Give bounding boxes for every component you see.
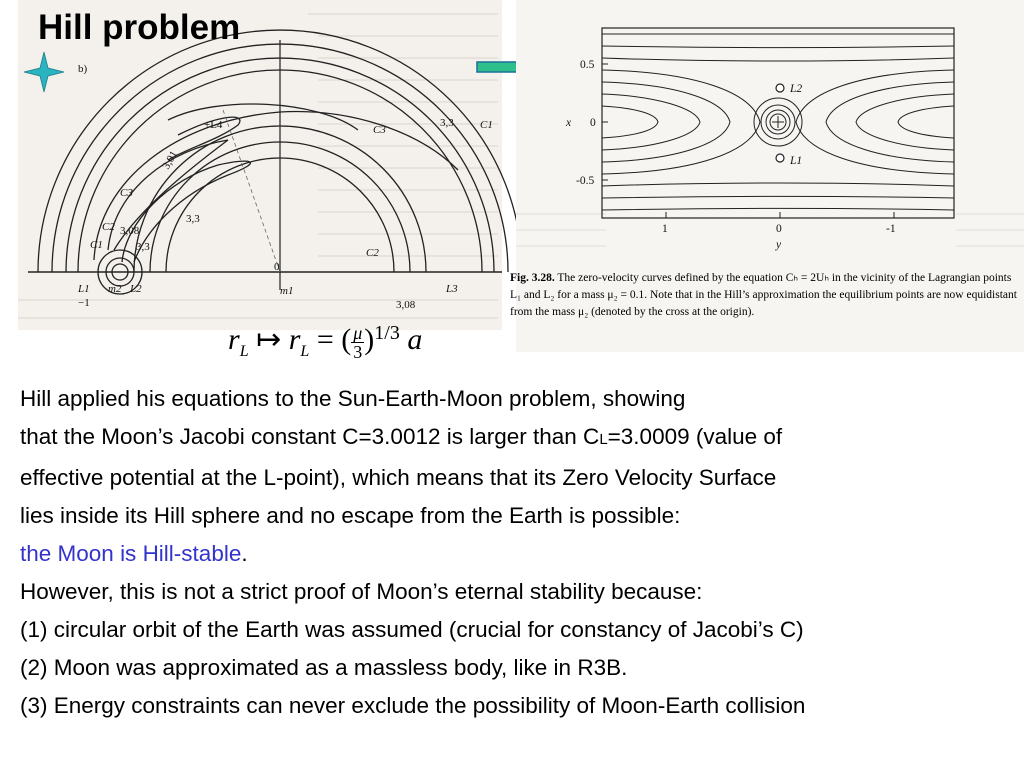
body-line-5-end: . (241, 541, 248, 566)
formula-factor: a (407, 323, 423, 356)
body-line-6: However, this is not a strict proof of Moon’s eternal stability because: (20, 579, 703, 604)
formula-lhs-sub: L (239, 343, 249, 360)
label-3-08-b: 3,08 (396, 299, 416, 311)
body-line-8: (2) Moon was approximated as a massless body, like in R3B. (20, 655, 628, 680)
l2-point-marker (776, 84, 784, 92)
body-line-3: effective potential at the L-point), which means that its Zero Velocity Surface (20, 465, 777, 490)
body-text (20, 380, 1020, 725)
label-3-3-a: 3,3 (440, 117, 454, 129)
page-title: Hill problem (38, 8, 241, 47)
x-tick-1: 1 (662, 223, 668, 235)
label-l2: L2 (130, 283, 142, 295)
label-c1-b: C1 (90, 239, 103, 251)
caption-body: The zero-velocity curves defined by the equation Cₕ = 2Uₕ in the vicinity of the Lagrangian points L₁ and L₂ for a mass μ₂ = 0.1. Note that in the Hill’s approximation the equilibrium points are now equidistant from the mass μ₂ (denoted by the cross at the origin). (510, 272, 1017, 318)
four-point-star-icon (24, 52, 64, 97)
label-c2-b: C2 (366, 247, 379, 259)
body-line-2-end: =3.0009 (value of (607, 424, 783, 449)
label-l1: L1 (78, 283, 90, 295)
body-line-1: Hill applied his equations to the Sun-Earth-Moon problem, showing (20, 386, 686, 411)
body-line-9: (3) Energy constraints can never exclude the possibility of Moon-Earth collision (20, 693, 806, 718)
point-label-l1: L1 (790, 155, 803, 167)
hill-radius-formula: $r_L$ ↦ $r_L$ = ( $\frac{\mu}{3}$ )$^{1/3}$ a (228, 322, 423, 362)
figure-caption (510, 270, 1020, 321)
formula-maps-to: ↦ (256, 323, 282, 356)
label-3-3-c: 3,3 (136, 241, 150, 253)
label-m1: m1 (280, 285, 294, 297)
body-line-4: lies inside its Hill sphere and no escape from the Earth is possible: (20, 503, 681, 528)
label-c1: C1 (480, 119, 493, 131)
x-tick-0: 0 (776, 223, 782, 235)
body-line-2 (20, 418, 1020, 459)
left-figure-zero-velocity-curves (18, 0, 502, 330)
right-figure-hill-curves (510, 0, 1024, 352)
body-line-5 (20, 535, 1020, 573)
label-3-08-a: 3,08 (120, 225, 140, 237)
hill-stable-highlight: the Moon is Hill-stable (20, 541, 242, 566)
panel-label: b) (78, 63, 88, 75)
caption-lead: Fig. 3.28. (510, 272, 555, 284)
label-zero: 0 (274, 261, 280, 273)
y-tick-0-5: 0.5 (580, 59, 595, 71)
label-c3: C3 (373, 124, 386, 136)
formula-equals: = (316, 323, 334, 356)
label-m2: m2 (108, 283, 122, 295)
formula-fraction-numerator: μ (353, 322, 363, 343)
label-c2: C2 (102, 221, 115, 233)
l1-point-marker (776, 154, 784, 162)
label-minus-one: −1 (78, 297, 90, 309)
y-tick-0: 0 (590, 117, 596, 129)
body-line-7: (1) circular orbit of the Earth was assumed (crucial for constancy of Jacobi’s C) (20, 617, 804, 642)
formula-fraction (351, 324, 364, 361)
formula-rhs-sub: L (300, 343, 310, 360)
body-line-2-subscript: L (599, 431, 608, 448)
label-l4: +L4 (204, 119, 223, 131)
x-axis-label: x (566, 117, 572, 129)
label-3-3-b: 3,3 (186, 213, 200, 225)
point-label-l2: L2 (790, 83, 803, 95)
y-tick-minus-0-5: -0.5 (576, 175, 595, 187)
formula-rhs: r (288, 323, 301, 356)
formula-lhs: r (228, 323, 240, 356)
body-line-2-start: that the Moon’s Jacobi constant C=3.0012 is larger than C (20, 424, 600, 449)
label-l3: L3 (446, 283, 458, 295)
formula-exponent: 1/3 (374, 322, 400, 344)
label-3-01: 3,01 (160, 148, 181, 172)
formula-fraction-denominator: 3 (353, 341, 363, 362)
x-tick-minus-1: -1 (886, 223, 896, 235)
y-axis-label: y (776, 239, 782, 251)
zero-velocity-curves-plot (18, 0, 502, 330)
label-c3-b: C3 (120, 187, 133, 199)
